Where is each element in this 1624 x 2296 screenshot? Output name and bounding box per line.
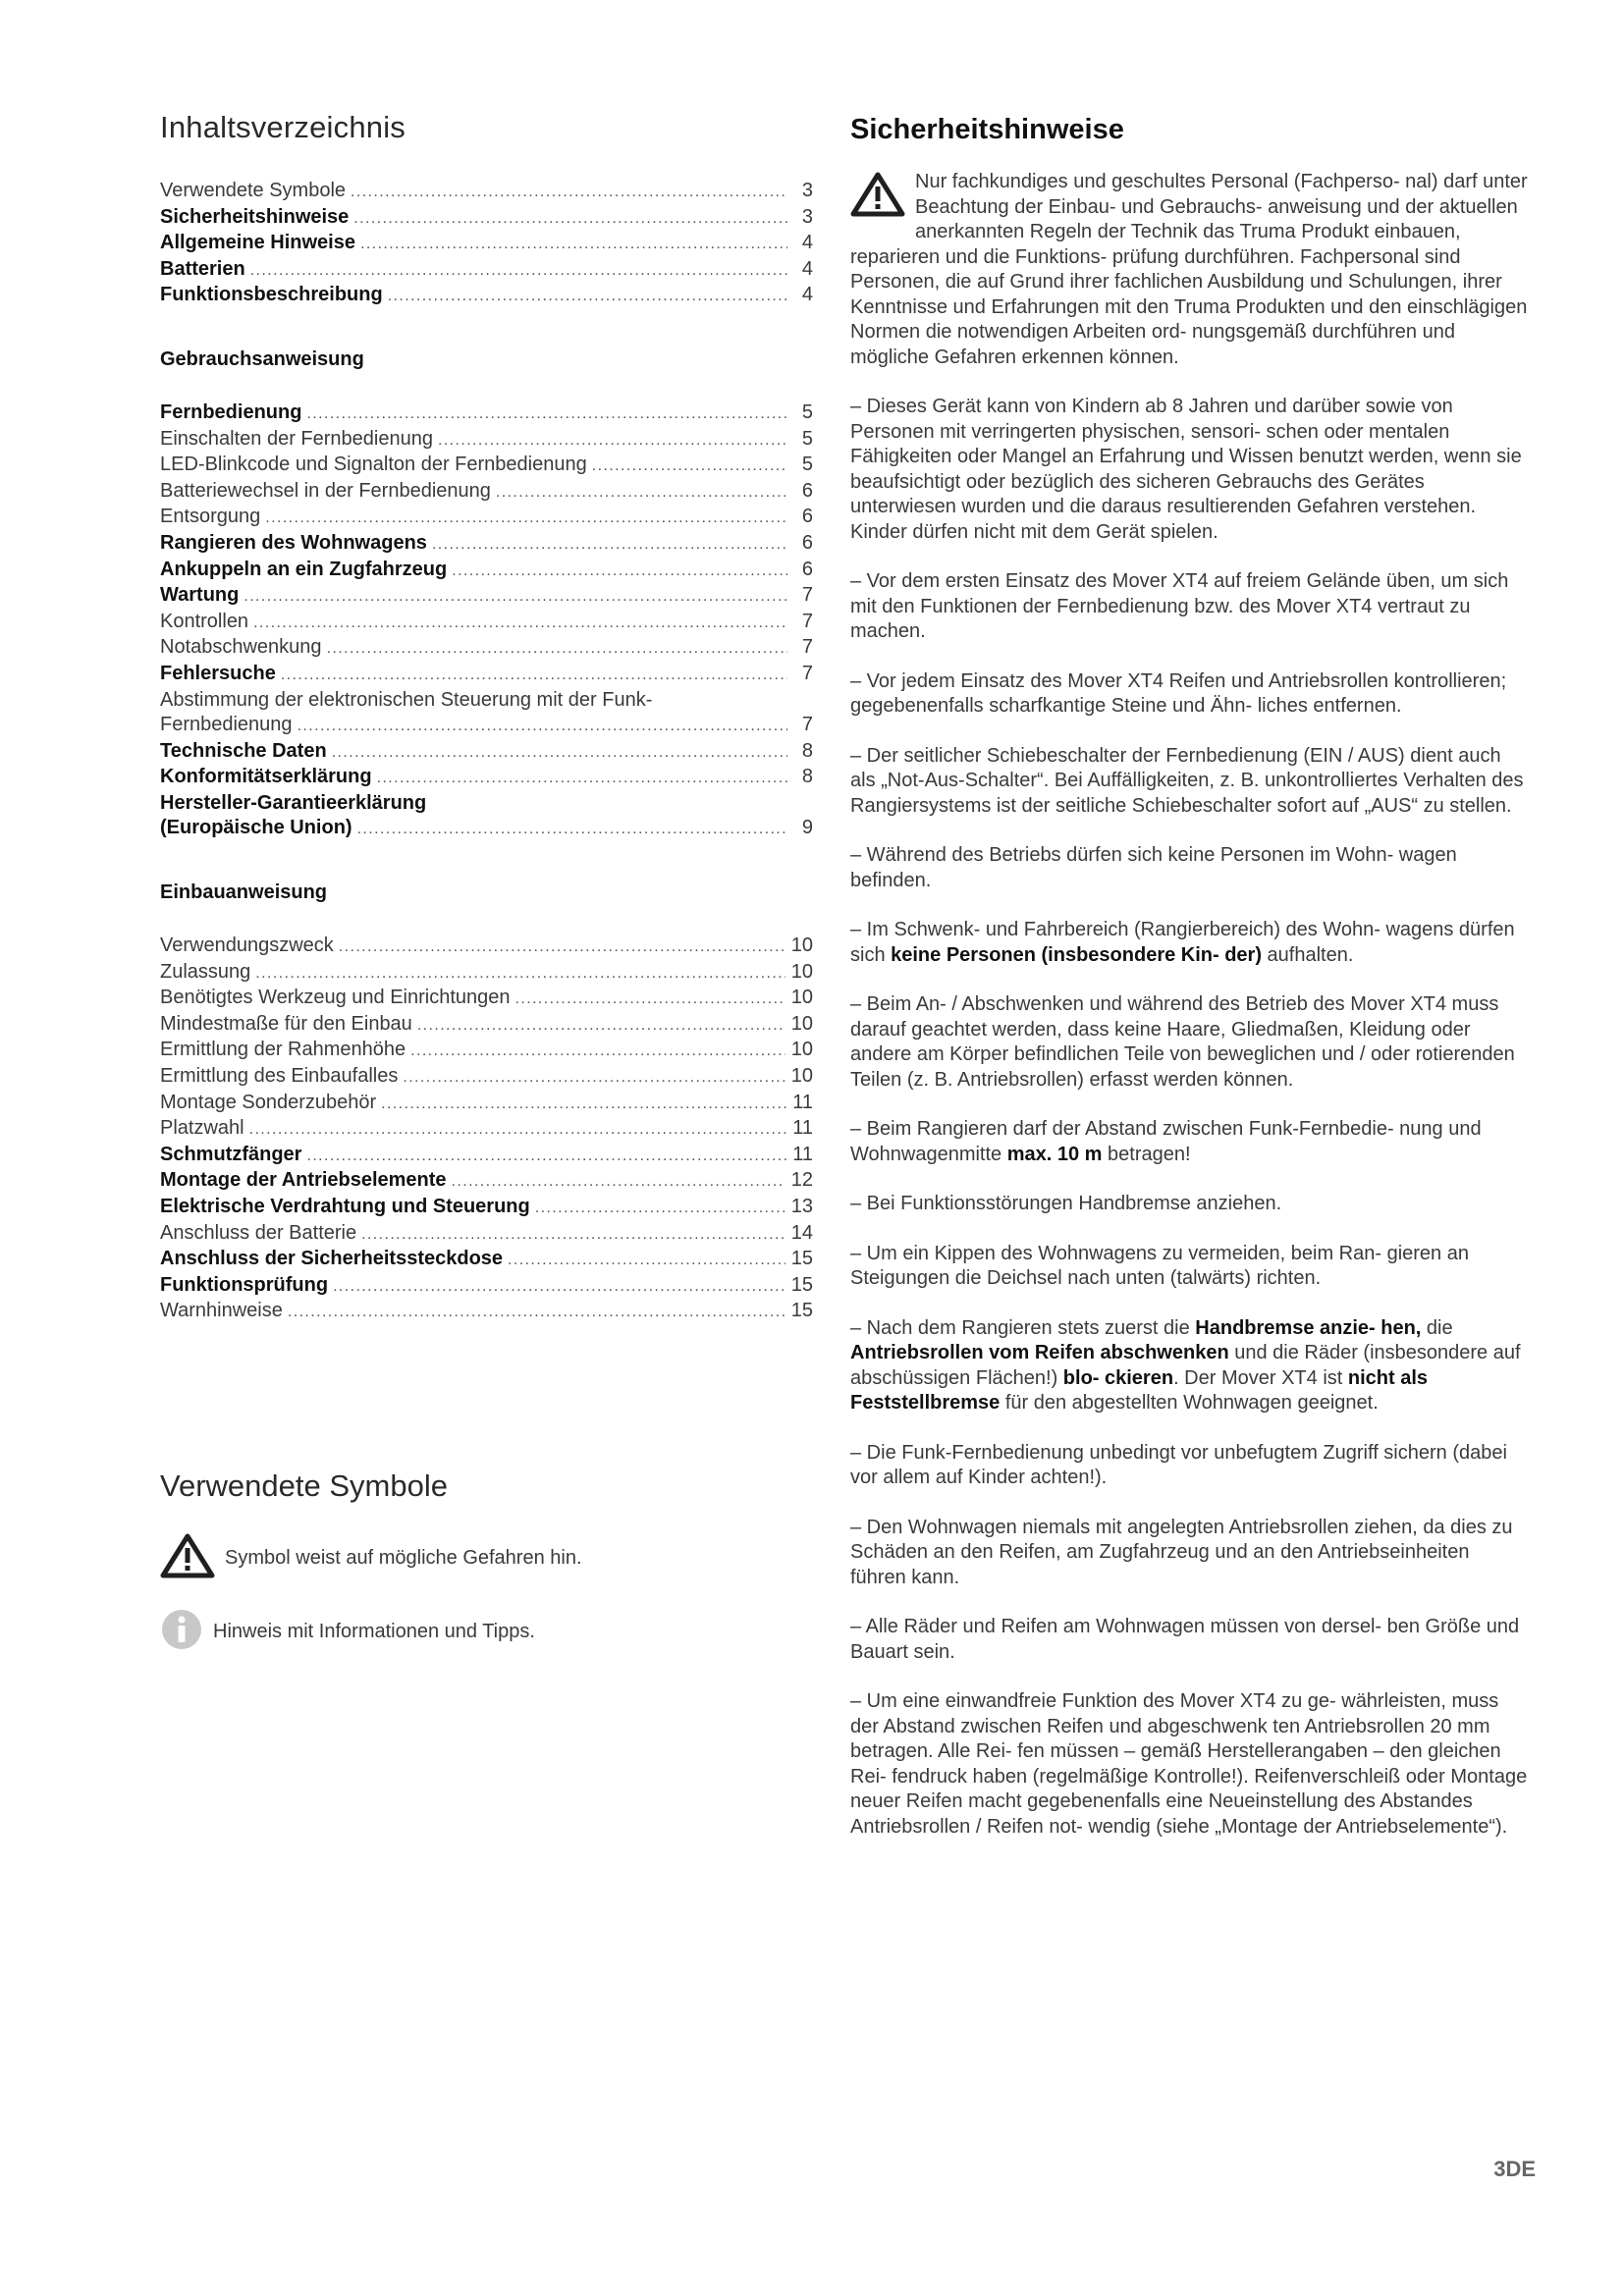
toc-entry[interactable] — [160, 1091, 813, 1117]
toc-entry-label: (Europäische Union) — [160, 817, 352, 839]
toc-page-number: 5 — [801, 454, 813, 476]
toc-page-number: 6 — [801, 531, 813, 554]
safety-text: betragen! — [1102, 1143, 1191, 1165]
toc-page-number: 7 — [801, 714, 813, 736]
toc-entry[interactable] — [160, 739, 813, 766]
toc-entry-label: Ermittlung des Einbaufalles — [160, 1065, 399, 1088]
toc-dot-leader — [438, 428, 787, 454]
toc-dot-leader — [327, 636, 787, 662]
toc-install-heading: Einbauanweisung — [160, 881, 328, 904]
toc-entry-label: Allgemeine Hinweise — [160, 232, 355, 254]
toc-entry-label: Benötigtes Werkzeug und Einrichtungen — [160, 987, 511, 1009]
toc-dot-leader — [281, 663, 787, 688]
toc-dot-leader — [496, 480, 787, 506]
toc-dot-leader — [249, 1117, 787, 1143]
toc-page-number: 3 — [801, 180, 813, 201]
toc-entry[interactable] — [160, 479, 813, 506]
safety-paragraph: – Beim An- / Abschwenken und während des Betrieb des Mover XT4 muss darauf geachtet werden, dass keine Haare, Gliedmaßen, Kleidung oder andere am Körper befindlichen Teile von beweglichen und / oder rotierenden Teilen (z. B. Antriebsrollen) erfasst werden können. — [850, 993, 1515, 1091]
safety-text: – Im Schwenk- und Fahrbereich (Rangierbereich) des Wohn- wagens dürfen sich — [850, 919, 1515, 966]
toc-entry-label: Fehlersuche — [160, 662, 276, 684]
toc-dot-leader — [381, 1092, 786, 1117]
toc-dot-leader — [535, 1196, 785, 1221]
toc-entry-label: Funktionsprüfung — [160, 1273, 329, 1296]
toc-entry[interactable] — [160, 583, 813, 610]
toc-page-number: 10 — [790, 1012, 813, 1035]
toc-dot-leader — [250, 258, 787, 284]
toc-entry[interactable] — [160, 283, 813, 309]
toc-page-number: 5 — [801, 400, 813, 423]
toc-entry-label: Hersteller-Garantieerklärung — [160, 791, 427, 814]
toc-entry[interactable] — [160, 791, 813, 842]
toc-entry-label: Verwendete Symbole — [160, 180, 347, 201]
toc-page-number: 7 — [801, 610, 813, 632]
toc-dot-leader — [377, 766, 787, 791]
toc-dot-leader — [515, 987, 785, 1012]
toc-entry[interactable] — [160, 688, 813, 739]
symbol-warning-row — [160, 1533, 813, 1584]
toc-entry-label: Zulassung — [160, 960, 251, 983]
toc-page-number: 7 — [801, 662, 813, 684]
toc-page-number: 11 — [792, 1091, 813, 1113]
toc-entry-label: Ankuppeln an ein Zugfahrzeug — [160, 558, 448, 580]
symbol-info-text: Hinweis mit Informationen und Tipps. — [213, 1621, 535, 1643]
toc-dot-leader — [339, 934, 785, 960]
safety-text: – Beim Rangieren darf der Abstand zwischen Funk-Fernbedie- nung und Wohnwagenmitte — [850, 1118, 1482, 1165]
safety-paragraph: – Dieses Gerät kann von Kindern ab 8 Jahren und darüber sowie von Personen mit verringerten physischen, sensori- schen oder mentalen Fähigkeiten oder Mangel an Erfahrung und Wissen benutzt werden, wenn sie beaufsichtigt oder bezüglich des sicheren Gebrauchs des Gerätes unterwiesen wurden und die daraus resultierenden Gefahren verstehen. Kinder dürfen nicht mit dem Gerät spielen. — [850, 396, 1522, 543]
toc-entry[interactable] — [160, 610, 813, 636]
safety-paragraph: – Den Wohnwagen niemals mit angelegten Antriebsrollen ziehen, da dies zu Schäden an den Reifen, am Zugfahrzeug und an den Antriebseinheiten führen kann. — [850, 1516, 1513, 1588]
toc-entry-label: Fernbedienung — [160, 714, 293, 736]
safety-intro-text: Nur fachkundiges und geschultes Personal (Fachperso- nal) darf unter Beachtung der Einbau- und Gebrauchs- anweisung und der aktuellen anerkannten Regeln der Technik das Truma Produkt einbauen, reparieren und die Funktions- prüfung durchführen. Fachpersonal sind Personen, die auf Grund ihrer fachlichen Ausbildung und Schulungen, ihrer Kenntnisse und Erfahrungen mit den Truma Produkten und den einschlägigen Normen die notwendigen Arbeiten ord- nungsgemäß durchführen und mögliche Gefahren erkennen können. — [850, 171, 1528, 368]
toc-entry[interactable] — [160, 1195, 813, 1221]
toc-dot-leader — [288, 1300, 785, 1325]
safety-paragraph: – Der seitlicher Schiebeschalter der Fernbedienung (EIN / AUS) dient auch als „Not-Aus-Schalter“. Bei Auffälligkeiten, z. B. unkontrolliertes Verhalten des Rangiersystems ist der seitliche Schiebeschalter sofort auf „AUS“ zu stellen. — [850, 744, 1524, 817]
toc-entry[interactable] — [160, 1273, 813, 1300]
toc-entry-label: Sicherheitshinweise — [160, 205, 350, 228]
table-of-contents — [160, 110, 813, 1681]
safety-emphasis: Antriebsrollen vom Reifen abschwenken — [850, 1342, 1229, 1363]
toc-entry[interactable] — [160, 1221, 813, 1248]
toc-entry-label: Verwendungszweck — [160, 934, 334, 957]
toc-usage-list — [160, 400, 813, 842]
safety-paragraph — [850, 1117, 1528, 1167]
toc-dot-leader — [265, 506, 787, 531]
toc-entry[interactable] — [160, 1168, 813, 1195]
toc-entry[interactable] — [160, 205, 813, 232]
toc-page-number: 4 — [801, 284, 813, 306]
toc-dot-leader — [508, 1248, 785, 1273]
toc-entry[interactable] — [160, 1064, 813, 1091]
toc-page-number: 12 — [790, 1169, 813, 1192]
toc-page-number: 15 — [790, 1300, 813, 1322]
safety-paragraph — [850, 918, 1528, 968]
toc-entry-label: Schmutzfänger — [160, 1143, 302, 1165]
toc-entry[interactable] — [160, 231, 813, 257]
safety-paragraph: – Um eine einwandfreie Funktion des Mover XT4 zu ge- währleisten, muss der Abstand zwischen Reifen und abgeschwenk ten Antriebsrollen 20 mm betragen. Alle Rei- fen müssen – gemäß Herstellerangaben – den gleichen Rei- fendruck haben (regelmäßige Kontrolle!). Reifenverschleiß oder Montage neuer Reifen macht gegebenenfalls eine Neueinstellung des Abstandes Antriebsrollen / Reifen not- wendig (siehe „Montage der Antriebselemente“). — [850, 1690, 1528, 1838]
toc-entry-label: Abstimmung der elektronischen Steuerung mit der Funk- — [160, 688, 653, 711]
toc-entry-label: Entsorgung — [160, 506, 261, 528]
safety-text: die — [1421, 1316, 1453, 1339]
toc-entry-label: Mindestmaße für den Einbau — [160, 1012, 412, 1035]
toc-entry[interactable] — [160, 934, 813, 960]
toc-entry-label: Wartung — [160, 584, 240, 607]
toc-dot-leader — [357, 817, 787, 842]
toc-dot-leader — [244, 584, 787, 610]
toc-page-number: 8 — [801, 766, 813, 788]
toc-entry-label: Montage Sonderzubehör — [160, 1091, 377, 1113]
toc-dot-leader — [361, 1222, 785, 1248]
symbol-info-row — [160, 1608, 813, 1657]
toc-entry-label: Notabschwenkung — [160, 636, 322, 659]
toc-dot-leader — [351, 180, 787, 205]
toc-dot-leader — [403, 1065, 785, 1091]
toc-entry[interactable] — [160, 179, 813, 205]
toc-dot-leader — [388, 284, 787, 309]
toc-entry-label: Batterien — [160, 257, 245, 280]
toc-entry-label: Fernbedienung — [160, 400, 302, 423]
toc-page-number: 3 — [801, 205, 813, 228]
toc-entry[interactable] — [160, 558, 813, 584]
toc-dot-leader — [452, 559, 787, 584]
toc-page-number: 10 — [790, 934, 813, 957]
toc-entry[interactable] — [160, 1012, 813, 1039]
toc-entry-label: Kontrollen — [160, 610, 249, 632]
toc-dot-leader — [353, 206, 787, 232]
safety-emphasis: blo- ckieren — [1062, 1366, 1174, 1389]
safety-text: für den abgestellten Wohnwagen geeignet. — [1000, 1392, 1379, 1414]
toc-entry[interactable] — [160, 400, 813, 427]
toc-entry-label: Anschluss der Sicherheitssteckdose — [160, 1248, 504, 1270]
toc-entry-label: Funktionsbeschreibung — [160, 284, 383, 306]
toc-entry-label: Elektrische Verdrahtung und Steuerung — [160, 1196, 530, 1217]
toc-entry[interactable] — [160, 986, 813, 1012]
toc-page-number: 7 — [801, 636, 813, 659]
toc-entry-label: Einschalten der Fernbedienung — [160, 427, 433, 450]
toc-entry-label: Platzwahl — [160, 1117, 244, 1140]
info-icon — [160, 1608, 203, 1657]
toc-entry-label: Ermittlung der Rahmenhöhe — [160, 1039, 406, 1061]
toc-dot-leader — [298, 714, 787, 739]
safety-paragraph: – Bei Funktionsstörungen Handbremse anziehen. — [850, 1193, 1282, 1214]
page-number: 3DE — [1493, 2157, 1536, 2181]
toc-title: Inhaltsverzeichnis — [160, 110, 406, 144]
safety-emphasis: keine Personen (insbesondere Kin- der) — [891, 943, 1262, 966]
toc-page-number: 11 — [792, 1143, 813, 1165]
toc-usage-heading: Gebrauchsanweisung — [160, 347, 364, 370]
toc-page-number: 4 — [801, 257, 813, 280]
toc-dot-leader — [417, 1013, 785, 1039]
toc-entry[interactable] — [160, 662, 813, 688]
toc-entry-label: Warnhinweise — [160, 1300, 283, 1322]
toc-entry[interactable] — [160, 453, 813, 479]
toc-entry[interactable] — [160, 1116, 813, 1143]
toc-page-number: 6 — [801, 558, 813, 580]
toc-page-number: 6 — [801, 506, 813, 528]
toc-dot-leader — [332, 740, 787, 766]
safety-paragraph: – Um ein Kippen des Wohnwagens zu vermeiden, beim Ran- gieren an Steigungen die Deichsel nach unten (talwärts) richten. — [850, 1242, 1469, 1289]
toc-page-number: 10 — [790, 987, 813, 1009]
toc-dot-leader — [410, 1039, 785, 1064]
toc-dot-leader — [306, 401, 787, 427]
toc-page-number: 10 — [790, 960, 813, 983]
toc-page-number: 14 — [790, 1221, 813, 1244]
symbols-title: Verwendete Symbole — [160, 1468, 448, 1503]
safety-paragraph — [850, 1316, 1528, 1416]
toc-page-number: 6 — [801, 479, 813, 502]
safety-intro — [850, 170, 1528, 370]
toc-entry[interactable] — [160, 1299, 813, 1325]
warning-triangle-icon — [160, 1533, 215, 1584]
toc-entry-label: Montage der Antriebselemente — [160, 1169, 447, 1192]
toc-page-number: 10 — [790, 1065, 813, 1088]
toc-page-number: 13 — [790, 1196, 813, 1217]
toc-entry[interactable] — [160, 765, 813, 791]
toc-dot-leader — [333, 1274, 785, 1300]
toc-entry[interactable] — [160, 505, 813, 531]
toc-entry-label: Rangieren des Wohnwagens — [160, 531, 427, 554]
toc-dot-leader — [432, 532, 787, 558]
toc-intro-list — [160, 179, 813, 309]
toc-entry-label: Konformitätserklärung — [160, 766, 372, 788]
toc-page-number: 15 — [790, 1248, 813, 1270]
safety-paragraph: – Vor jedem Einsatz des Mover XT4 Reifen und Antriebsrollen kontrollieren; gegebenenfalls scharfkantige Steine und Ähn- liches entfernen. — [850, 669, 1507, 717]
warning-triangle-icon — [850, 172, 905, 225]
toc-page-number: 11 — [792, 1117, 813, 1140]
toc-page-number: 5 — [801, 427, 813, 450]
toc-page-number: 8 — [801, 739, 813, 762]
safety-paragraph: – Vor dem ersten Einsatz des Mover XT4 auf freiem Gelände üben, um sich mit den Funktionen der Fernbedienung bzw. des Mover XT4 vertraut zu machen. — [850, 570, 1509, 642]
safety-paragraph: – Während des Betriebs dürfen sich keine Personen im Wohn- wagen befinden. — [850, 844, 1457, 891]
toc-dot-leader — [360, 232, 787, 257]
toc-entry[interactable] — [160, 635, 813, 662]
safety-emphasis: Handbremse anzie- hen, — [1195, 1316, 1422, 1339]
symbol-warning-text: Symbol weist auf mögliche Gefahren hin. — [225, 1547, 582, 1570]
toc-page-number: 10 — [790, 1039, 813, 1061]
toc-entry-label: Anschluss der Batterie — [160, 1221, 357, 1244]
toc-entry[interactable] — [160, 1038, 813, 1064]
toc-page-number: 4 — [801, 232, 813, 254]
safety-paragraph: – Alle Räder und Reifen am Wohnwagen müssen von dersel- ben Größe und Bauart sein. — [850, 1616, 1520, 1663]
safety-emphasis: nicht als Feststellbremse — [850, 1366, 1429, 1414]
toc-dot-leader — [253, 611, 787, 636]
toc-page-number: 9 — [801, 817, 813, 839]
toc-entry[interactable] — [160, 427, 813, 454]
toc-entry[interactable] — [160, 960, 813, 987]
toc-entry[interactable] — [160, 1247, 813, 1273]
toc-page-number: 7 — [801, 584, 813, 607]
toc-entry[interactable] — [160, 1143, 813, 1169]
toc-entry-label: Technische Daten — [160, 739, 327, 762]
toc-entry[interactable] — [160, 531, 813, 558]
toc-page-number: 15 — [790, 1273, 813, 1296]
safety-title: Sicherheitshinweise — [850, 114, 1124, 145]
safety-paragraph: – Die Funk-Fernbedienung unbedingt vor unbefugtem Zugriff sichern (dabei vor allem auf Kinder achten!). — [850, 1441, 1507, 1488]
safety-text: aufhalten. — [1262, 943, 1354, 966]
safety-section — [850, 110, 1528, 1864]
safety-text: und die Räder (insbesondere auf abschüssigen Flächen!) — [850, 1342, 1521, 1389]
toc-dot-leader — [592, 454, 787, 479]
toc-entry-label: LED-Blinkcode und Signalton der Fernbedienung — [160, 454, 587, 476]
toc-dot-leader — [306, 1144, 786, 1169]
toc-entry-label: Batteriewechsel in der Fernbedienung — [160, 479, 491, 502]
toc-install-list — [160, 934, 813, 1325]
safety-emphasis: max. 10 m — [1006, 1143, 1103, 1165]
toc-entry[interactable] — [160, 257, 813, 284]
toc-dot-leader — [255, 961, 785, 987]
safety-text: – Nach dem Rangieren stets zuerst die — [850, 1316, 1196, 1339]
safety-text: . Der Mover XT4 ist — [1173, 1366, 1348, 1389]
toc-dot-leader — [452, 1169, 785, 1195]
